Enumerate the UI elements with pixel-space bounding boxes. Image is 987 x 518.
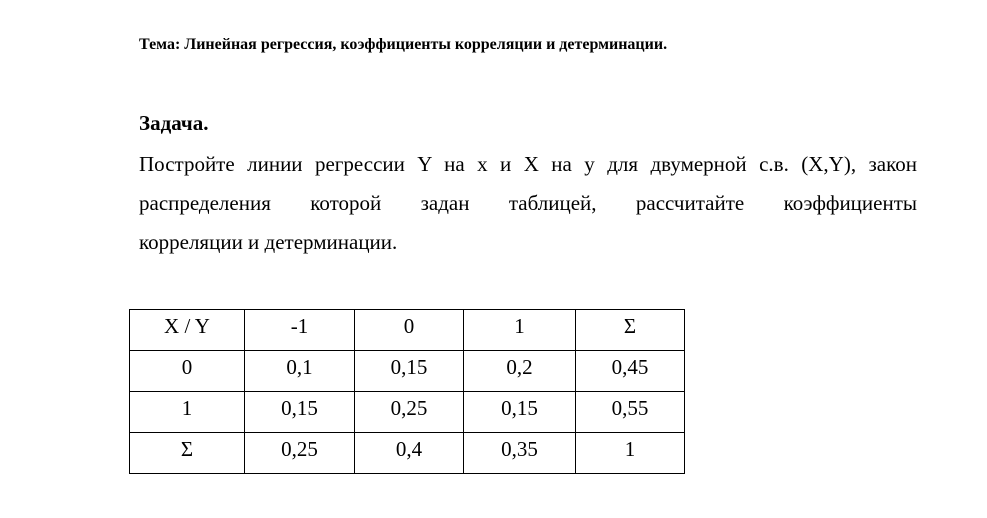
table-header-cell: Σ: [576, 310, 685, 351]
table-cell: 0,15: [464, 392, 576, 433]
table-cell: 1: [576, 433, 685, 474]
task-heading: Задача.: [139, 111, 209, 135]
table-cell: 0,55: [576, 392, 685, 433]
table-row: [130, 433, 685, 474]
table-cell: 0,25: [245, 433, 355, 474]
task-text: [139, 145, 917, 262]
topic-title: Тема: Линейная регрессия, коэффициенты корреляции и детерминации.: [139, 36, 668, 53]
table-cell: Σ: [130, 433, 245, 474]
table-header-row: [130, 310, 685, 351]
table-cell: 0,15: [355, 351, 464, 392]
table-header-cell: 0: [355, 310, 464, 351]
distribution-table: [129, 309, 685, 474]
table-cell: 0,1: [245, 351, 355, 392]
task-line: распределения которой задан таблицей, рассчитайте коэффициенты: [139, 191, 917, 215]
table-cell: 0: [130, 351, 245, 392]
table-header-cell: 1: [464, 310, 576, 351]
table-cell: 1: [130, 392, 245, 433]
table-row: [130, 392, 685, 433]
task-line: корреляции и детерминации.: [139, 230, 398, 254]
table-row: [130, 351, 685, 392]
table-header-cell: X / Y: [130, 310, 245, 351]
table-cell: 0,45: [576, 351, 685, 392]
table-cell: 0,35: [464, 433, 576, 474]
table-header-cell: -1: [245, 310, 355, 351]
task-line: Постройте линии регрессии Y на x и X на y для двумерной с.в. (X,Y), закон: [139, 152, 917, 176]
table-cell: 0,25: [355, 392, 464, 433]
table-cell: 0,15: [245, 392, 355, 433]
table-cell: 0,2: [464, 351, 576, 392]
table-cell: 0,4: [355, 433, 464, 474]
